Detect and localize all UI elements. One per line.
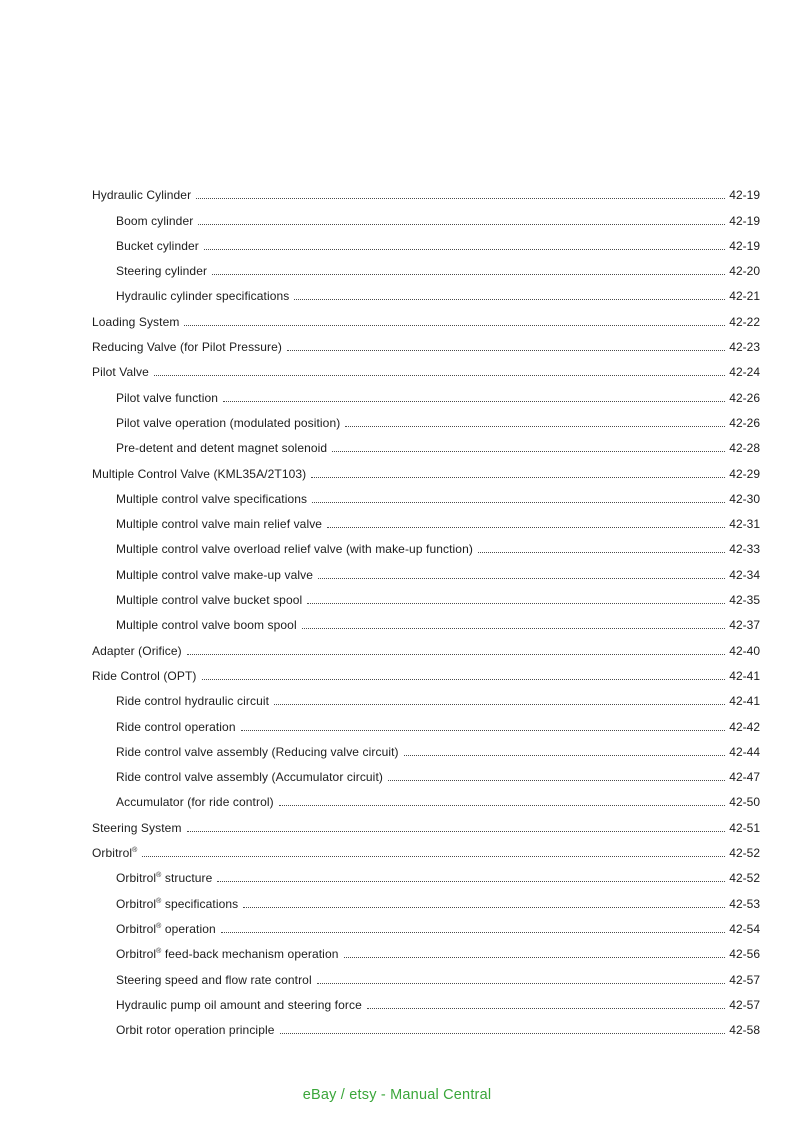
- toc-entry-page: 42-19: [729, 238, 760, 253]
- toc-entry-title: Ride control operation: [116, 719, 236, 734]
- toc-row: [92, 309, 760, 334]
- toc-row: [92, 360, 760, 385]
- toc-entry-page: 42-30: [729, 491, 760, 506]
- dot-leader: [212, 274, 725, 275]
- dot-leader: [344, 957, 726, 958]
- dot-leader: [404, 755, 726, 756]
- toc-entry-title: Pilot valve function: [116, 390, 219, 405]
- toc-entry-page: 42-28: [729, 441, 760, 456]
- toc-row: [92, 815, 760, 840]
- toc-entry-page: 42-54: [729, 921, 760, 936]
- toc-row: [92, 234, 760, 259]
- toc-list: [92, 183, 760, 1043]
- toc-row: [92, 942, 760, 967]
- toc-entry-page: 42-31: [729, 517, 760, 532]
- toc-entry-title: Loading System: [92, 314, 180, 329]
- toc-entry-page: 42-41: [729, 694, 760, 709]
- toc-entry-page: 42-37: [729, 618, 760, 633]
- toc-entry-page: 42-50: [729, 795, 760, 810]
- dot-leader: [204, 249, 725, 250]
- dot-leader: [302, 628, 726, 629]
- toc-entry-title: Hydraulic cylinder specifications: [116, 289, 290, 304]
- toc-entry-title: Orbitrol® feed-back mechanism operation: [116, 947, 339, 962]
- toc-entry-title: Multiple control valve bucket spool: [116, 593, 303, 608]
- dot-leader: [367, 1008, 725, 1009]
- dot-leader: [142, 856, 725, 857]
- toc-row: [92, 689, 760, 714]
- toc-entry-title: Multiple control valve make-up valve: [116, 567, 314, 582]
- dot-leader: [311, 477, 725, 478]
- dot-leader: [202, 679, 726, 680]
- toc-entry-page: 42-34: [729, 567, 760, 582]
- toc-entry-title: Multiple control valve main relief valve: [116, 517, 323, 532]
- toc-row: [92, 183, 760, 208]
- toc-entry-page: 42-41: [729, 668, 760, 683]
- toc-entry-page: 42-19: [729, 188, 760, 203]
- toc-entry-title: Steering System: [92, 820, 182, 835]
- toc-row: [92, 917, 760, 942]
- toc-row: [92, 993, 760, 1018]
- toc-entry-page: 42-52: [729, 846, 760, 861]
- dot-leader: [294, 299, 725, 300]
- toc-row: [92, 512, 760, 537]
- dot-leader: [478, 552, 725, 553]
- toc-entry-page: 42-53: [729, 896, 760, 911]
- dot-leader: [221, 932, 726, 933]
- toc-row: [92, 967, 760, 992]
- toc-row: [92, 284, 760, 309]
- toc-entry-title: Ride control valve assembly (Reducing valve circuit): [116, 744, 399, 759]
- toc-row: [92, 664, 760, 689]
- toc-entry-title: Steering cylinder: [116, 264, 208, 279]
- toc-row: [92, 1018, 760, 1043]
- dot-leader: [241, 730, 726, 731]
- dot-leader: [312, 502, 725, 503]
- toc-row: [92, 487, 760, 512]
- toc-entry-title: Orbit rotor operation principle: [116, 1023, 275, 1038]
- toc-entry-title: Hydraulic Cylinder: [92, 188, 192, 203]
- dot-leader: [187, 831, 726, 832]
- toc-row: [92, 537, 760, 562]
- toc-entry-page: 42-58: [729, 1023, 760, 1038]
- dot-leader: [154, 375, 725, 376]
- toc-entry-page: 42-57: [729, 972, 760, 987]
- toc-row: [92, 259, 760, 284]
- toc-row: [92, 841, 760, 866]
- dot-leader: [198, 224, 725, 225]
- dot-leader: [280, 1033, 726, 1034]
- toc-entry-page: 42-22: [729, 314, 760, 329]
- toc-entry-title: Pre-detent and detent magnet solenoid: [116, 441, 328, 456]
- dot-leader: [243, 907, 725, 908]
- toc-row: [92, 588, 760, 613]
- toc-entry-page: 42-40: [729, 643, 760, 658]
- toc-entry-page: 42-52: [729, 871, 760, 886]
- toc-entry-title: Multiple control valve boom spool: [116, 618, 297, 633]
- toc-entry-page: 42-57: [729, 997, 760, 1012]
- toc-entry-title: Multiple control valve specifications: [116, 491, 308, 506]
- dot-leader: [279, 805, 726, 806]
- dot-leader: [318, 578, 725, 579]
- toc-entry-page: 42-19: [729, 213, 760, 228]
- dot-leader: [196, 198, 725, 199]
- toc-row: [92, 765, 760, 790]
- toc-entry-page: 42-44: [729, 744, 760, 759]
- toc-entry-title: Ride control valve assembly (Accumulator circuit): [116, 770, 383, 785]
- footer-watermark: eBay / etsy - Manual Central: [302, 1087, 492, 1103]
- toc-entry-page: 42-26: [729, 415, 760, 430]
- toc-entry-page: 42-20: [729, 264, 760, 279]
- dot-leader: [307, 603, 725, 604]
- toc-entry-page: 42-23: [729, 340, 760, 355]
- toc-entry-title: Orbitrol®: [92, 846, 138, 861]
- toc-entry-page: 42-56: [729, 947, 760, 962]
- toc-row: [92, 335, 760, 360]
- dot-leader: [184, 325, 725, 326]
- toc-entry-title: Boom cylinder: [116, 213, 194, 228]
- toc-row: [92, 790, 760, 815]
- toc-entry-page: 42-35: [729, 593, 760, 608]
- toc-entry-page: 42-26: [729, 390, 760, 405]
- toc-row: [92, 385, 760, 410]
- toc-entry-title: Reducing Valve (for Pilot Pressure): [92, 340, 283, 355]
- toc-entry-page: 42-51: [729, 820, 760, 835]
- toc-entry-title: Pilot Valve: [92, 365, 149, 380]
- toc-entry-title: Accumulator (for ride control): [116, 795, 274, 810]
- toc-entry-page: 42-24: [729, 365, 760, 380]
- dot-leader: [217, 881, 725, 882]
- dot-leader: [345, 426, 725, 427]
- toc-entry-page: 42-29: [729, 466, 760, 481]
- dot-leader: [332, 451, 725, 452]
- toc-entry-title: Multiple Control Valve (KML35A/2T103): [92, 466, 307, 481]
- toc-row: [92, 461, 760, 486]
- dot-leader: [327, 527, 725, 528]
- toc-row: [92, 891, 760, 916]
- toc-entry-title: Ride control hydraulic circuit: [116, 694, 270, 709]
- toc-entry-title: Pilot valve operation (modulated position): [116, 415, 341, 430]
- toc-entry-page: 42-33: [729, 542, 760, 557]
- dot-leader: [274, 704, 725, 705]
- toc-row: [92, 208, 760, 233]
- toc-entry-title: Multiple control valve overload relief valve (with make-up function): [116, 542, 473, 557]
- toc-entry-title: Orbitrol® operation: [116, 921, 216, 936]
- toc-row: [92, 411, 760, 436]
- toc-entry-title: Orbitrol® specifications: [116, 896, 239, 911]
- toc-row: [92, 714, 760, 739]
- toc-entry-title: Bucket cylinder: [116, 238, 199, 253]
- toc-row: [92, 436, 760, 461]
- dot-leader: [388, 780, 725, 781]
- toc-entry-title: Ride Control (OPT): [92, 668, 197, 683]
- toc-row: [92, 638, 760, 663]
- dot-leader: [287, 350, 725, 351]
- toc-row: [92, 866, 760, 891]
- toc-entry-title: Hydraulic pump oil amount and steering force: [116, 997, 362, 1012]
- toc-entry-title: Orbitrol® structure: [116, 871, 213, 886]
- toc-entry-page: 42-42: [729, 719, 760, 734]
- toc-row: [92, 613, 760, 638]
- toc-row: [92, 740, 760, 765]
- dot-leader: [187, 654, 726, 655]
- dot-leader: [223, 401, 725, 402]
- toc-entry-title: Adapter (Orifice): [92, 643, 182, 658]
- toc-entry-title: Steering speed and flow rate control: [116, 972, 312, 987]
- toc-entry-page: 42-21: [729, 289, 760, 304]
- dot-leader: [317, 983, 726, 984]
- toc-row: [92, 562, 760, 587]
- toc-entry-page: 42-47: [729, 770, 760, 785]
